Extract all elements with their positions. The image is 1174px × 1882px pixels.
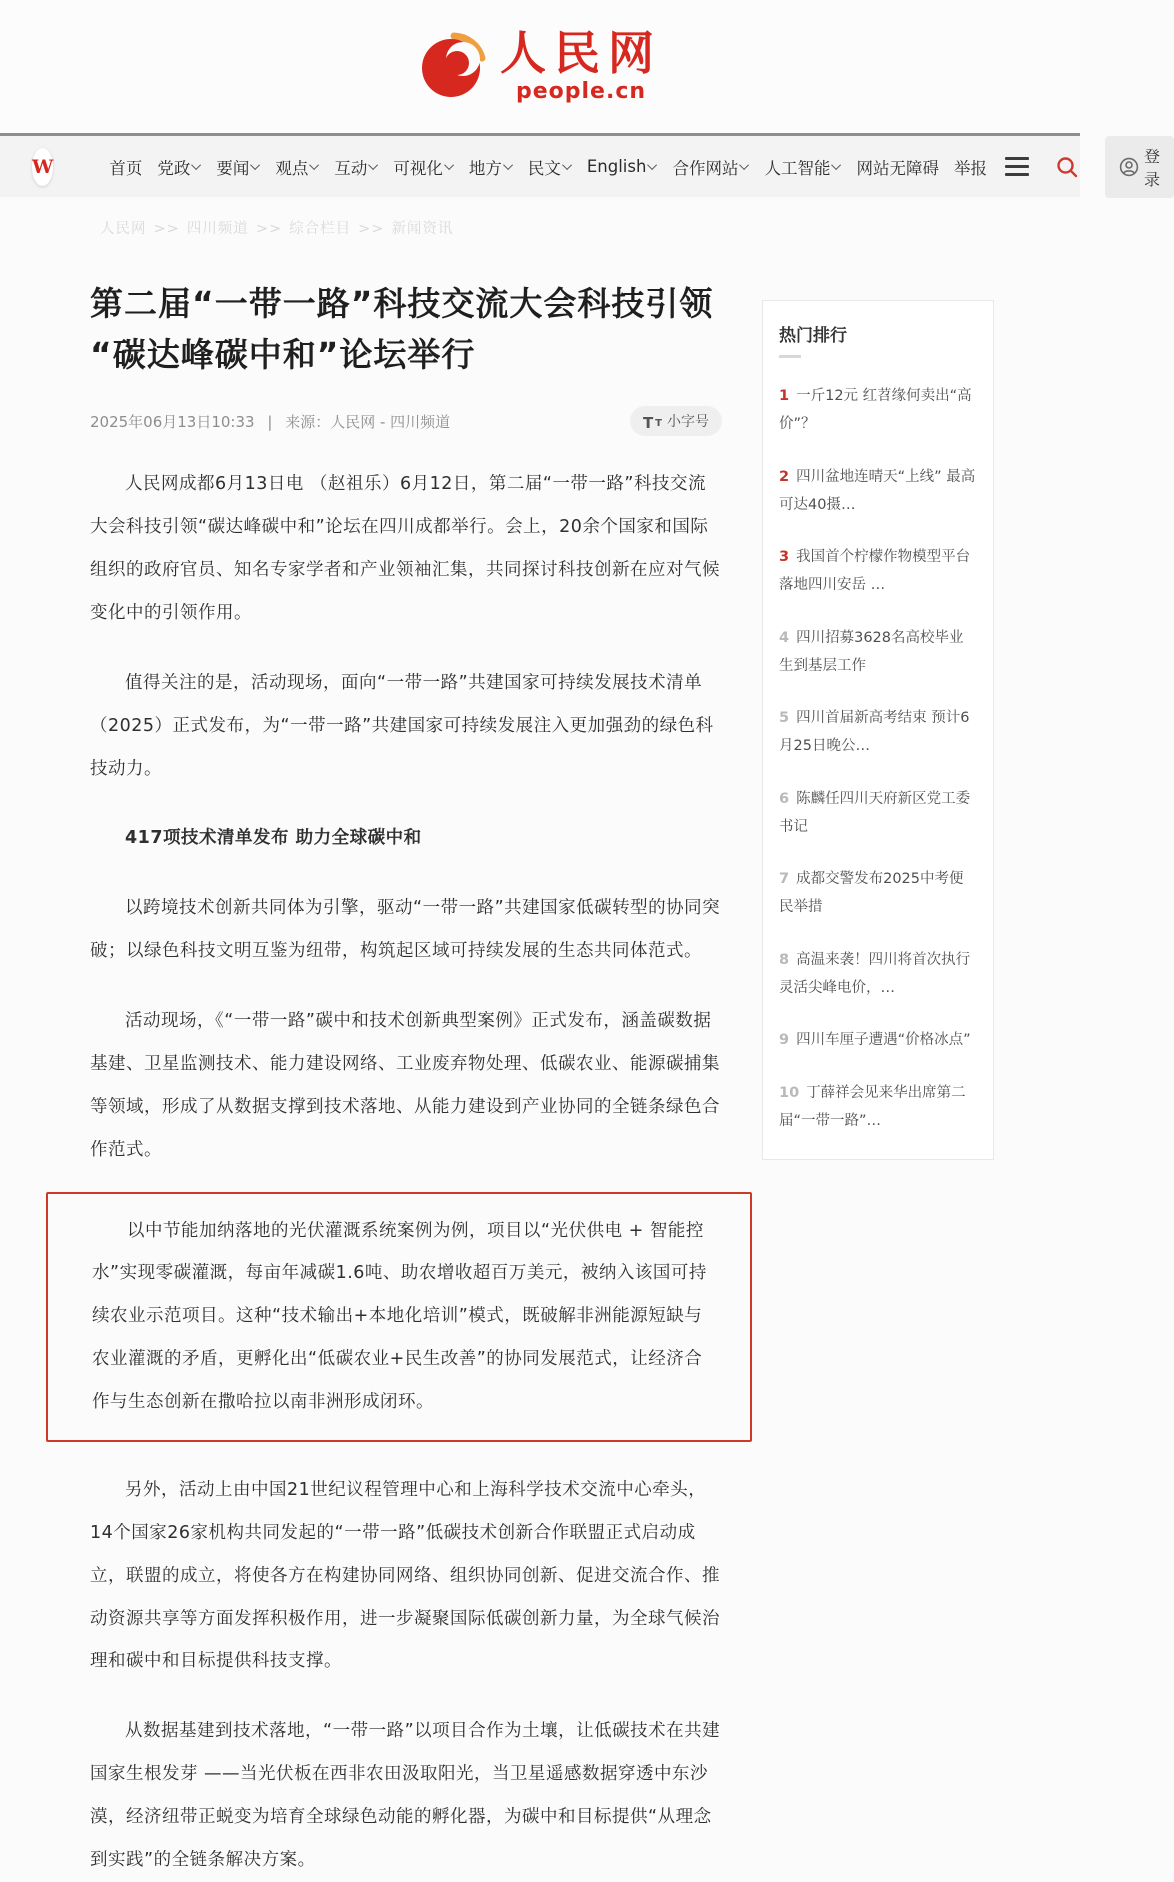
highlighted-paragraph: 以中节能加纳落地的光伏灌溉系统案例为例，项目以“光伏供电 + 智能控水”实现零碳灌溉，每亩年减碳1.6吨、助农增收超百万美元，被纳入该国可持续农业示范项目。这种“技术输出+本地化培训”模式，既破解非洲能源短缺与农业灌溉的矛盾，更孵化出“低碳农业+民生改善”的协同发展范式，让经济合作与生态创新在撒哈拉以南非洲形成闭环。 bbox=[92, 1220, 707, 1413]
hot-item-title: 陈麟任四川天府新区党工委书记 bbox=[779, 790, 971, 835]
site-header bbox=[0, 0, 1080, 133]
hot-item-title: 高温来袭！四川将首次执行灵活尖峰电价，… bbox=[779, 951, 971, 996]
list-item[interactable] bbox=[779, 704, 977, 761]
people-cn-globe-icon bbox=[418, 30, 490, 102]
nav-item[interactable]: 举报 bbox=[953, 158, 987, 178]
top-nav bbox=[0, 133, 1160, 197]
publish-date: 2025年06月13日10:33 bbox=[90, 412, 255, 431]
article-meta: 2025年06月13日10:33 | 来源：人民网 - 四川频道 T T 小字号 bbox=[90, 406, 722, 436]
page-title: 第二届“一带一路”科技交流大会科技引领“碳达峰碳中和”论坛举行 bbox=[90, 284, 714, 375]
breadcrumb-link[interactable]: 人民网 bbox=[100, 221, 147, 237]
chevron-down-icon bbox=[250, 160, 260, 170]
nav-item[interactable]: 首页 bbox=[109, 158, 143, 178]
breadcrumb-link[interactable]: 四川频道 bbox=[186, 221, 249, 237]
nav-item[interactable]: 可视化 bbox=[393, 155, 454, 179]
nav-menu bbox=[109, 155, 987, 179]
font-size-label: 小字号 bbox=[667, 414, 709, 431]
hot-ranking-title: 热门排行 bbox=[779, 321, 977, 358]
nav-item[interactable]: 党政 bbox=[157, 155, 201, 179]
hot-item-title: 四川招募3628名高校毕业生到基层工作 bbox=[779, 629, 964, 674]
list-item[interactable] bbox=[779, 946, 977, 1003]
rank-number: 3 bbox=[779, 549, 790, 566]
breadcrumb-separator: >> bbox=[153, 221, 180, 237]
article-paragraph: 人民网成都6月13日电 （赵祖乐）6月12日，第二届“一带一路”科技交流大会科技引领“碳达峰碳中和”论坛在四川成都举行。会上，20余个国家和国际组织的政府官员、知名专家学者和产业领袖汇集，共同探讨科技创新在应对气候变化中的引领作用。 bbox=[90, 474, 720, 623]
breadcrumb-link[interactable]: 综合栏目 bbox=[289, 221, 352, 237]
logo-text-en: people.cn bbox=[515, 79, 647, 105]
article-column bbox=[90, 278, 722, 1882]
nav-item[interactable]: 民文 bbox=[528, 155, 572, 179]
breadcrumb-link[interactable]: 新闻资讯 bbox=[391, 221, 454, 237]
hot-ranking-panel bbox=[762, 300, 994, 1160]
nav-item[interactable]: 地方 bbox=[469, 155, 513, 179]
breadcrumb-separator: >> bbox=[358, 221, 385, 237]
list-item[interactable] bbox=[779, 543, 977, 600]
list-item[interactable] bbox=[779, 382, 977, 439]
list-item[interactable] bbox=[779, 1079, 977, 1136]
rank-number: 7 bbox=[779, 871, 790, 888]
list-item[interactable] bbox=[779, 785, 977, 842]
font-size-button[interactable]: T T 小字号 bbox=[630, 406, 722, 436]
chevron-down-icon bbox=[832, 160, 842, 170]
breadcrumb bbox=[100, 217, 1080, 238]
logo-text-cn: 人民网 bbox=[500, 25, 662, 80]
article-paragraph: 以跨境技术创新共同体为引擎，驱动“一带一路”共建国家低碳转型的协同突破；以绿色科技文明互鉴为纽带，构筑起区域可持续发展的生态共同体范式。 bbox=[90, 898, 721, 962]
menu-icon[interactable] bbox=[1005, 157, 1029, 176]
chevron-down-icon bbox=[191, 160, 201, 170]
article-paragraph: 值得关注的是，活动现场，面向“一带一路”共建国家可持续发展技术清单（2025）正式发布，为“一带一路”共建国家可持续发展注入更加强劲的绿色科技动力。 bbox=[90, 672, 714, 779]
chevron-down-icon bbox=[503, 160, 513, 170]
search-icon[interactable] bbox=[1055, 155, 1079, 179]
section-subheading: 417项技术清单发布 助力全球碳中和 bbox=[125, 828, 422, 849]
rank-number: 9 bbox=[779, 1032, 790, 1049]
main-content bbox=[0, 238, 1080, 1882]
hot-item-title: 我国首个柠檬作物模型平台落地四川安岳 … bbox=[779, 549, 971, 594]
nav-item[interactable]: 观点 bbox=[275, 155, 319, 179]
list-item[interactable] bbox=[779, 463, 977, 520]
annotation-highlight-box bbox=[46, 1192, 752, 1442]
nav-item[interactable]: 网站无障碍 bbox=[856, 158, 939, 178]
user-icon bbox=[1119, 157, 1139, 177]
list-item[interactable] bbox=[779, 865, 977, 922]
source-link[interactable]: 人民网 - 四川频道 bbox=[330, 412, 451, 431]
chevron-down-icon bbox=[648, 160, 658, 170]
article-paragraph: 从数据基建到技术落地，“一带一路”以项目合作为土壤，让低碳技术在共建国家生根发芽 ——当光伏板在西非农田汲取阳光，当卫星遥感数据穿透中东沙漠，经济纽带正蜕变为培育全球绿色动能的孵化器，为碳中和目标提供“从理念到实践”的全链条解决方案。 bbox=[90, 1721, 721, 1870]
rank-number: 1 bbox=[779, 388, 790, 404]
source-label: 来源： bbox=[285, 412, 331, 431]
font-size-icon: T bbox=[642, 414, 654, 433]
rank-number: 4 bbox=[779, 629, 790, 646]
site-logo[interactable] bbox=[418, 25, 662, 105]
article-body bbox=[90, 463, 722, 1882]
login-label: 登录 bbox=[1143, 146, 1160, 189]
rank-number: 5 bbox=[779, 710, 790, 727]
nav-item[interactable]: 合作网站 bbox=[672, 155, 749, 179]
hot-ranking-list bbox=[779, 382, 977, 1135]
breadcrumb-separator: >> bbox=[255, 221, 283, 237]
nav-right-tools bbox=[1005, 136, 1174, 198]
chevron-down-icon bbox=[562, 160, 572, 170]
nav-item[interactable]: 要闻 bbox=[216, 155, 260, 179]
rank-number: 2 bbox=[779, 468, 790, 485]
rank-number: 6 bbox=[779, 790, 790, 807]
nav-item[interactable]: English bbox=[587, 157, 658, 176]
login-button[interactable] bbox=[1105, 136, 1174, 198]
hot-item-title: 四川盆地连晴天“上线” 最高可达40摄… bbox=[779, 468, 976, 513]
rank-number: 8 bbox=[779, 951, 790, 968]
list-item[interactable] bbox=[779, 1026, 977, 1054]
chevron-down-icon bbox=[740, 160, 750, 170]
hot-item-title: 成都交警发布2025中考便民举措 bbox=[779, 871, 964, 916]
hot-item-title: 丁薛祥会见来华出席第二届“一带一路”… bbox=[779, 1084, 966, 1129]
rank-number: 10 bbox=[779, 1084, 800, 1101]
chevron-down-icon bbox=[368, 160, 378, 170]
nav-item[interactable]: 互动 bbox=[334, 155, 378, 179]
w-mini-logo[interactable]: W bbox=[32, 148, 53, 186]
hot-item-title: 四川首届新高考结束 预计6月25日晚公… bbox=[779, 710, 970, 755]
nav-item[interactable]: 人工智能 bbox=[764, 155, 841, 179]
chevron-down-icon bbox=[444, 160, 454, 170]
article-paragraph: 活动现场，《“一带一路”碳中和技术创新典型案例》正式发布，涵盖碳数据基建、卫星监测技术、能力建设网络、工业废弃物处理、低碳农业、能源碳捕集等领域，形成了从数据支撑到技术落地、从能力建设到产业协同的全链条绿色合作范式。 bbox=[90, 1011, 720, 1160]
hot-item-title: 四川车厘子遭遇“价格冰点” bbox=[796, 1032, 971, 1049]
hot-item-title: 一斤12元 红苕缘何卖出“高价”？ bbox=[779, 388, 972, 433]
article-paragraph: 另外，活动上由中国21世纪议程管理中心和上海科学技术交流中心牵头，14个国家26家机构共同发起的“一带一路”低碳技术创新合作联盟正式启动成立，联盟的成立，将使各方在构建协同网络、组织协同创新、促进交流合作、推动资源共享等方面发挥积极作用，进一步凝聚国际低碳创新力量，为全球气候治理和碳中和目标提供科技支撑。 bbox=[90, 1479, 720, 1672]
list-item[interactable] bbox=[779, 624, 977, 681]
chevron-down-icon bbox=[309, 160, 319, 170]
